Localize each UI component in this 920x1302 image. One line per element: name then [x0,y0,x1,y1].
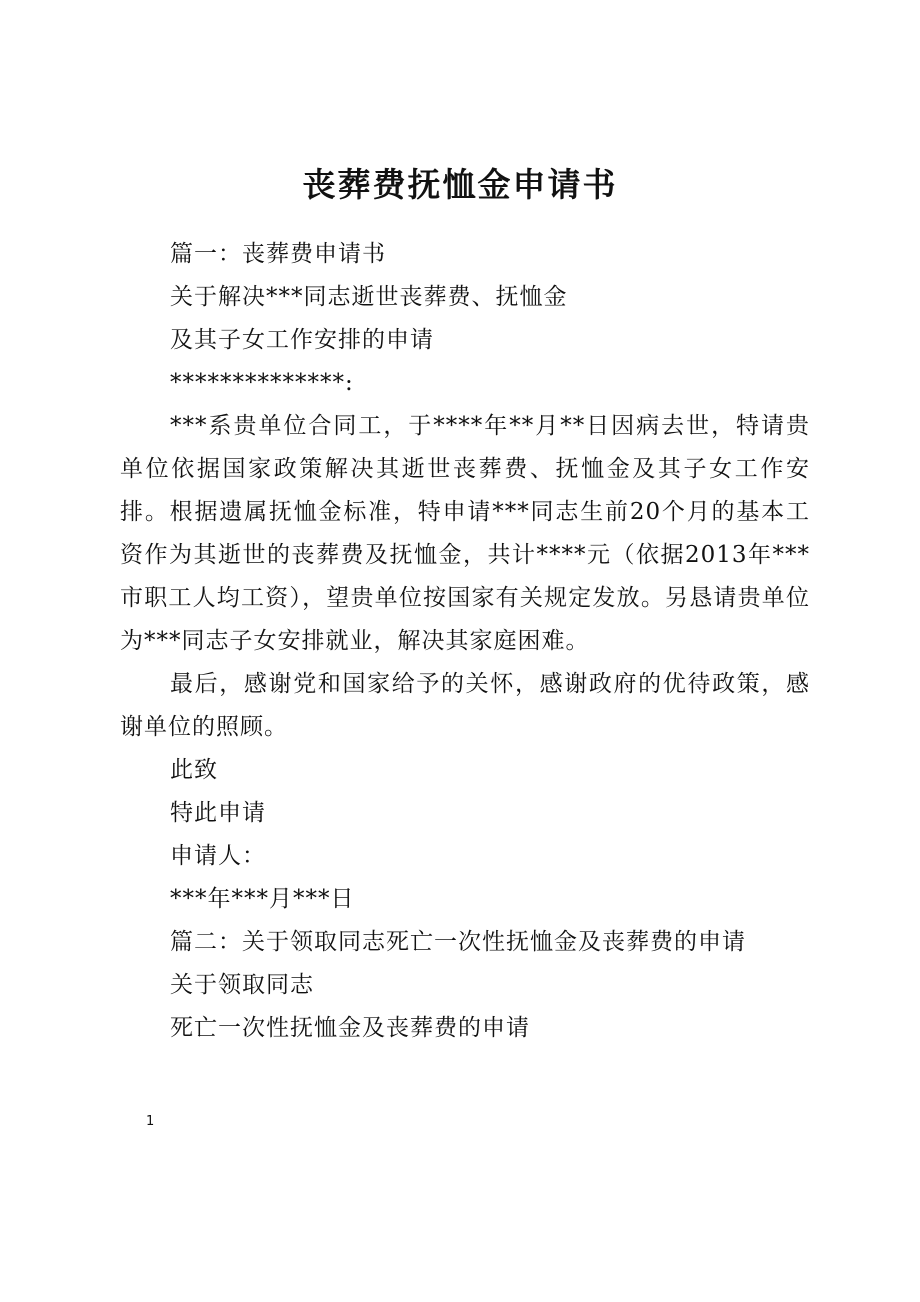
body-paragraph-main: ***系贵单位合同工，于****年**月**日因病去世，特请贵单位依据国家政策解决其逝世丧葬费、抚恤金及其子女工作安排。根据遗属抚恤金标准，特申请***同志生前20个月的基本工资作为其逝世的丧葬费及抚恤金，共计****元（依据2013年***市职工人均工资），望贵单位按国家有关规定发放。另恳请贵单位为***同志子女安排就业，解决其家庭困难。 [120,413,810,654]
page-number: 1 [146,1114,155,1129]
part-two-subject-line-2: 死亡一次性抚恤金及丧葬费的申请 [170,1015,530,1041]
closing-salutation: 此致 [170,757,218,783]
document-title: 丧葬费抚恤金申请书 [302,165,618,204]
body-paragraph-thanks: 最后，感谢党和国家给予的关怀，感谢政府的优待政策，感谢单位的照顾。 [120,671,810,740]
application-subject-line-1: 关于解决***同志逝世丧葬费、抚恤金 [170,284,568,310]
applicant-label: 申请人： [170,843,266,869]
recipient-salutation: **************: [170,370,354,396]
section-heading-part-one: 篇一：丧葬费申请书 [170,241,386,267]
application-date: ***年***月***日 [170,886,355,912]
closing-request: 特此申请 [170,800,266,826]
application-subject-line-2: 及其子女工作安排的申请 [170,327,434,353]
section-heading-part-two: 篇二：关于领取同志死亡一次性抚恤金及丧葬费的申请 [170,929,746,955]
part-two-subject-line-1: 关于领取同志 [170,972,314,998]
document-body [120,233,810,1050]
